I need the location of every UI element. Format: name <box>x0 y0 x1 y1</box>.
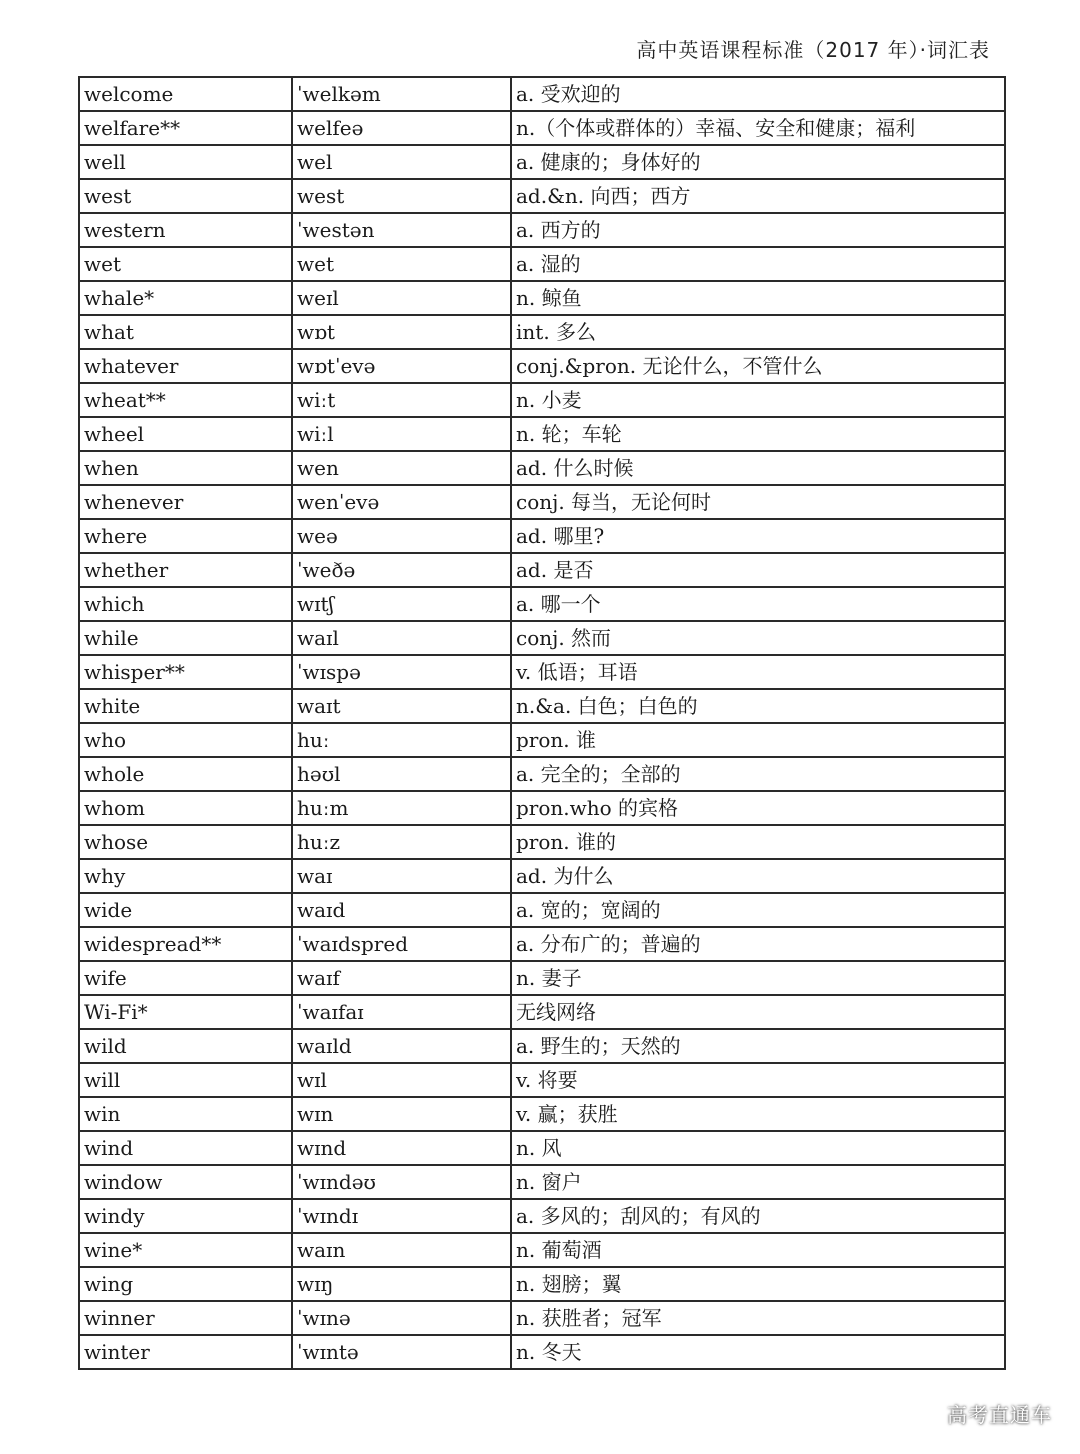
table-row <box>79 587 1005 621</box>
word-cell: why <box>79 859 292 893</box>
word-cell: windy <box>79 1199 292 1233</box>
meaning-cell: a. 哪一个 <box>511 587 1005 621</box>
meaning-cell: conj.&pron. 无论什么，不管什么 <box>511 349 1005 383</box>
phonetic-cell: wɪŋ <box>292 1267 511 1301</box>
meaning-cell: a. 受欢迎的 <box>511 77 1005 111</box>
table-row <box>79 927 1005 961</box>
table-row <box>79 1097 1005 1131</box>
word-cell: whale* <box>79 281 292 315</box>
word-cell: wing <box>79 1267 292 1301</box>
meaning-cell: n. 翅膀；翼 <box>511 1267 1005 1301</box>
word-cell: wine* <box>79 1233 292 1267</box>
phonetic-cell: waɪt <box>292 689 511 723</box>
word-cell: wild <box>79 1029 292 1063</box>
meaning-cell: ad. 是否 <box>511 553 1005 587</box>
word-cell: whom <box>79 791 292 825</box>
word-cell: will <box>79 1063 292 1097</box>
table-row <box>79 519 1005 553</box>
word-cell: welcome <box>79 77 292 111</box>
table-row <box>79 111 1005 145</box>
phonetic-cell: ˈwɪndɪ <box>292 1199 511 1233</box>
table-row <box>79 281 1005 315</box>
meaning-cell: ad. 什么时候 <box>511 451 1005 485</box>
meaning-cell: a. 湿的 <box>511 247 1005 281</box>
meaning-cell: a. 宽的；宽阔的 <box>511 893 1005 927</box>
meaning-cell: n.&a. 白色；白色的 <box>511 689 1005 723</box>
table-row <box>79 1131 1005 1165</box>
word-cell: wheat** <box>79 383 292 417</box>
meaning-cell: n.（个体或群体的）幸福、安全和健康；福利 <box>511 111 1005 145</box>
phonetic-cell: waɪf <box>292 961 511 995</box>
word-cell: well <box>79 145 292 179</box>
watermark: 高考直通车 <box>947 1403 1052 1427</box>
table-row <box>79 383 1005 417</box>
phonetic-cell: ˈwaɪfaɪ <box>292 995 511 1029</box>
meaning-cell: n. 妻子 <box>511 961 1005 995</box>
word-cell: west <box>79 179 292 213</box>
table-row <box>79 451 1005 485</box>
phonetic-cell: ˈwelkəm <box>292 77 511 111</box>
table-row <box>79 485 1005 519</box>
phonetic-cell: waɪd <box>292 893 511 927</box>
meaning-cell: v. 低语；耳语 <box>511 655 1005 689</box>
phonetic-cell: wɪl <box>292 1063 511 1097</box>
phonetic-cell: wɒt <box>292 315 511 349</box>
word-cell: wheel <box>79 417 292 451</box>
word-cell: where <box>79 519 292 553</box>
word-cell: Wi-Fi* <box>79 995 292 1029</box>
phonetic-cell: west <box>292 179 511 213</box>
word-cell: western <box>79 213 292 247</box>
meaning-cell: conj. 每当，无论何时 <box>511 485 1005 519</box>
phonetic-cell: weə <box>292 519 511 553</box>
meaning-cell: a. 多风的；刮风的；有风的 <box>511 1199 1005 1233</box>
word-cell: window <box>79 1165 292 1199</box>
meaning-cell: n. 小麦 <box>511 383 1005 417</box>
meaning-cell: int. 多么 <box>511 315 1005 349</box>
table-row <box>79 689 1005 723</box>
meaning-cell: n. 轮；车轮 <box>511 417 1005 451</box>
phonetic-cell: həʊl <box>292 757 511 791</box>
phonetic-cell: wɒtˈevə <box>292 349 511 383</box>
word-cell: what <box>79 315 292 349</box>
word-cell: wide <box>79 893 292 927</box>
meaning-cell: n. 风 <box>511 1131 1005 1165</box>
meaning-cell: pron. 谁的 <box>511 825 1005 859</box>
phonetic-cell: wiːl <box>292 417 511 451</box>
page-title: 高中英语课程标准（2017 年）·词汇表 <box>636 38 990 62</box>
word-cell: whenever <box>79 485 292 519</box>
word-cell: wet <box>79 247 292 281</box>
phonetic-cell: wɪtʃ <box>292 587 511 621</box>
word-cell: wife <box>79 961 292 995</box>
phonetic-cell: ˈwaɪdspred <box>292 927 511 961</box>
phonetic-cell: waɪld <box>292 1029 511 1063</box>
word-cell: while <box>79 621 292 655</box>
table-row <box>79 825 1005 859</box>
table-row <box>79 1301 1005 1335</box>
meaning-cell: v. 将要 <box>511 1063 1005 1097</box>
phonetic-cell: weɪl <box>292 281 511 315</box>
word-cell: white <box>79 689 292 723</box>
word-cell: whole <box>79 757 292 791</box>
phonetic-cell: wɪnd <box>292 1131 511 1165</box>
phonetic-cell: waɪ <box>292 859 511 893</box>
table-row <box>79 315 1005 349</box>
phonetic-cell: wen <box>292 451 511 485</box>
meaning-cell: pron. 谁 <box>511 723 1005 757</box>
table-row <box>79 723 1005 757</box>
table-row <box>79 1335 1005 1369</box>
phonetic-cell: wɪn <box>292 1097 511 1131</box>
table-row <box>79 417 1005 451</box>
phonetic-cell: huːm <box>292 791 511 825</box>
word-cell: welfare** <box>79 111 292 145</box>
meaning-cell: n. 窗户 <box>511 1165 1005 1199</box>
table-row <box>79 1165 1005 1199</box>
phonetic-cell: ˈwɪnə <box>292 1301 511 1335</box>
table-row <box>79 77 1005 111</box>
phonetic-cell: wiːt <box>292 383 511 417</box>
table-row <box>79 179 1005 213</box>
table-row <box>79 1029 1005 1063</box>
meaning-cell: a. 野生的；天然的 <box>511 1029 1005 1063</box>
meaning-cell: 无线网络 <box>511 995 1005 1029</box>
table-row <box>79 349 1005 383</box>
phonetic-cell: ˈwɪntə <box>292 1335 511 1369</box>
word-cell: winter <box>79 1335 292 1369</box>
phonetic-cell: huːz <box>292 825 511 859</box>
vocabulary-table <box>78 76 1006 1370</box>
table-row <box>79 247 1005 281</box>
phonetic-cell: waɪl <box>292 621 511 655</box>
word-cell: win <box>79 1097 292 1131</box>
word-cell: whisper** <box>79 655 292 689</box>
table-row <box>79 1199 1005 1233</box>
word-cell: when <box>79 451 292 485</box>
word-cell: who <box>79 723 292 757</box>
phonetic-cell: ˈweðə <box>292 553 511 587</box>
word-cell: whose <box>79 825 292 859</box>
phonetic-cell: welfeə <box>292 111 511 145</box>
table-row <box>79 1233 1005 1267</box>
table-row <box>79 995 1005 1029</box>
phonetic-cell: ˈwɪspə <box>292 655 511 689</box>
table-row <box>79 1267 1005 1301</box>
meaning-cell: ad. 为什么 <box>511 859 1005 893</box>
phonetic-cell: ˈwestən <box>292 213 511 247</box>
meaning-cell: ad.&n. 向西；西方 <box>511 179 1005 213</box>
meaning-cell: n. 获胜者；冠军 <box>511 1301 1005 1335</box>
word-cell: whatever <box>79 349 292 383</box>
phonetic-cell: huː <box>292 723 511 757</box>
meaning-cell: pron.who 的宾格 <box>511 791 1005 825</box>
meaning-cell: v. 赢；获胜 <box>511 1097 1005 1131</box>
meaning-cell: a. 分布广的；普遍的 <box>511 927 1005 961</box>
phonetic-cell: waɪn <box>292 1233 511 1267</box>
meaning-cell: a. 健康的；身体好的 <box>511 145 1005 179</box>
table-row <box>79 893 1005 927</box>
table-row <box>79 213 1005 247</box>
phonetic-cell: ˈwɪndəʊ <box>292 1165 511 1199</box>
table-row <box>79 655 1005 689</box>
phonetic-cell: wenˈevə <box>292 485 511 519</box>
meaning-cell: n. 葡萄酒 <box>511 1233 1005 1267</box>
word-cell: which <box>79 587 292 621</box>
table-row <box>79 1063 1005 1097</box>
word-cell: widespread** <box>79 927 292 961</box>
table-row <box>79 961 1005 995</box>
table-row <box>79 757 1005 791</box>
meaning-cell: a. 完全的；全部的 <box>511 757 1005 791</box>
table-row <box>79 791 1005 825</box>
meaning-cell: n. 鲸鱼 <box>511 281 1005 315</box>
vocabulary-table-body <box>79 77 1005 1369</box>
word-cell: wind <box>79 1131 292 1165</box>
table-row <box>79 621 1005 655</box>
table-row <box>79 145 1005 179</box>
word-cell: winner <box>79 1301 292 1335</box>
phonetic-cell: wet <box>292 247 511 281</box>
meaning-cell: n. 冬天 <box>511 1335 1005 1369</box>
table-row <box>79 553 1005 587</box>
meaning-cell: a. 西方的 <box>511 213 1005 247</box>
phonetic-cell: wel <box>292 145 511 179</box>
word-cell: whether <box>79 553 292 587</box>
meaning-cell: ad. 哪里? <box>511 519 1005 553</box>
meaning-cell: conj. 然而 <box>511 621 1005 655</box>
table-row <box>79 859 1005 893</box>
